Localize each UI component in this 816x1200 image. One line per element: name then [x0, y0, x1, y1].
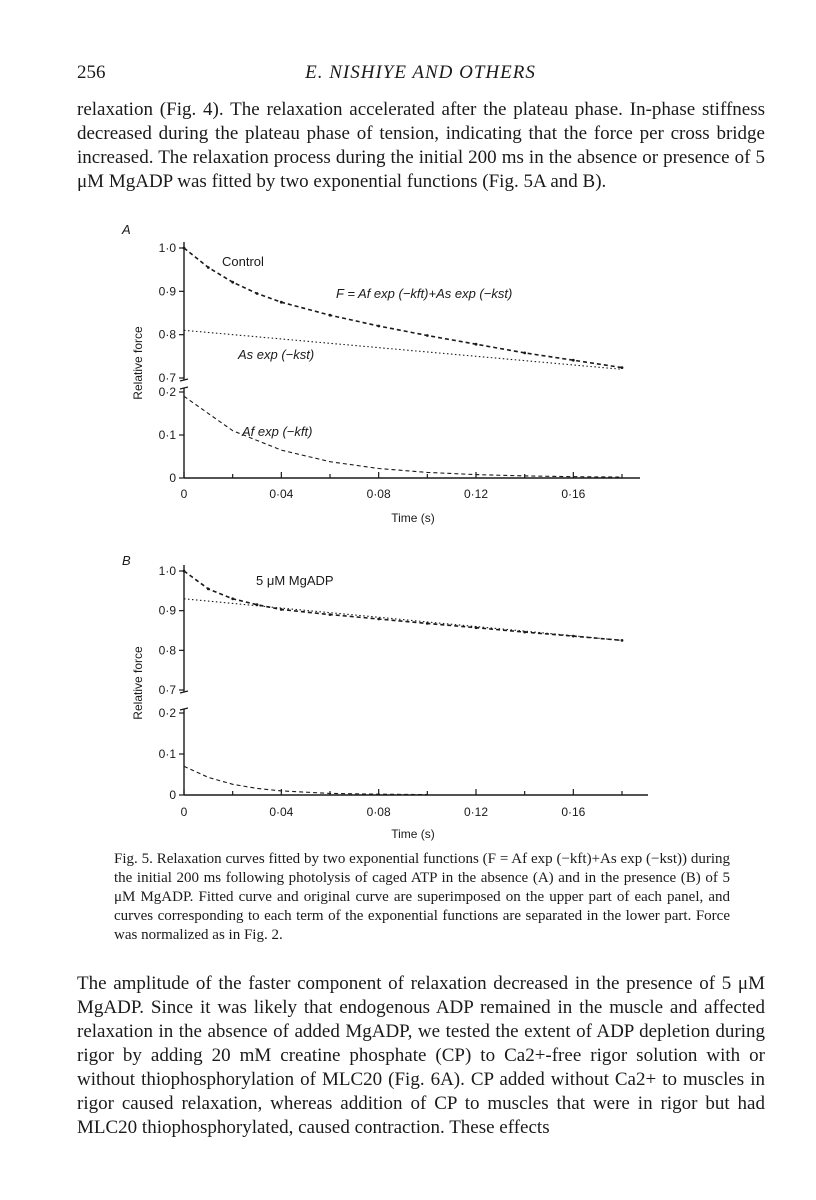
x-tick-label: 0·16 — [561, 805, 586, 819]
y-tick-label: 0·1 — [158, 428, 176, 442]
x-tick-label: 0·08 — [366, 805, 391, 819]
y-tick-label: 0·2 — [158, 385, 176, 399]
y-tick-label: 0·8 — [158, 643, 176, 658]
y-tick-label: 0·2 — [158, 706, 176, 720]
y-tick-label: 1·0 — [158, 564, 176, 578]
chart-annotation: Af exp (−kft) — [242, 424, 313, 439]
axis-break-lower — [180, 708, 188, 710]
data-point — [280, 608, 283, 611]
body-paragraph-bottom: The amplitude of the faster component of relaxation decreased in the presence of 5 μM MgADP. Since it was likely that endogenous ADP remained in the muscle and affected relaxation in the absence of added MgADP, we tested the extent of ADP depletion during rigor by adding 20 mM creatine phosphate (CP) to Ca2+-free rigor solution with or without thiophosphorylation of MLC20 (Fig. 6A). CP added without Ca2+ to muscles in rigor caused relaxation, whereas addition of CP to muscles that were in rigor but had MLC20 thiophosphorylated, caused contraction. These effects — [77, 973, 765, 1138]
chart-annotation: Control — [222, 254, 264, 269]
series-line — [184, 766, 427, 794]
running-head: E. NISHIYE AND OTHERS — [305, 62, 536, 83]
y-tick-label: 0·9 — [158, 603, 176, 618]
y-tick-label: 0 — [169, 788, 176, 802]
x-tick-label: 0·16 — [561, 487, 586, 501]
series-line — [184, 599, 622, 641]
x-tick-label: 0 — [180, 487, 188, 501]
y-axis-label: Relative force — [131, 646, 145, 720]
page-number: 256 — [77, 62, 106, 83]
y-tick-label: 1·0 — [158, 241, 176, 255]
x-tick-label: 0 — [180, 805, 188, 819]
data-point — [207, 588, 210, 591]
y-tick-label: 0·7 — [158, 371, 176, 385]
y-tick-label: 0 — [169, 471, 176, 485]
data-point — [329, 613, 332, 616]
panel-letter-b: B — [122, 553, 131, 568]
chart-annotation: F = Af exp (−kft)+As exp (−kst) — [336, 286, 513, 301]
y-tick-label: 0·1 — [158, 747, 176, 761]
body-paragraph-top: relaxation (Fig. 4). The relaxation accelerated after the plateau phase. In-phase stiffness decreased during the plateau phase of tension, indicating that the force per cross bridge increased. The relaxation process during the initial 200 ms in the absence or presence of 5 μM MgADP was fitted by two exponential functions (Fig. 5A and B). — [77, 99, 765, 192]
figure-caption: Fig. 5. Relaxation curves fitted by two exponential functions (F = Af exp (−kft)+As exp (−kst)) during the initial 200 ms following photolysis of caged ATP in the absence (A) and in the presence (B) of 5 μM MgADP. Fitted curve and original curve are superimposed on the upper part of each panel, and curves corresponding to each term of the exponential functions are separated in the lower part. Force was normalized as in Fig. 2. — [114, 851, 730, 943]
y-tick-label: 0·8 — [158, 327, 176, 342]
x-axis-label: Time (s) — [391, 511, 435, 525]
data-point — [231, 597, 234, 600]
y-tick-label: 0·9 — [158, 284, 176, 299]
data-point — [377, 618, 380, 621]
chart-annotation: As exp (−kst) — [238, 347, 315, 362]
data-point — [183, 570, 186, 573]
x-tick-label: 0·04 — [269, 487, 294, 501]
x-tick-label: 0·04 — [269, 805, 294, 819]
x-tick-label: 0·12 — [463, 487, 489, 501]
panel-letter-a: A — [122, 222, 131, 237]
x-tick-label: 0·08 — [366, 487, 391, 501]
x-axis-label: Time (s) — [391, 827, 435, 841]
x-tick-label: 0·12 — [463, 805, 489, 819]
y-tick-label: 0·7 — [158, 683, 176, 697]
data-point — [621, 639, 624, 642]
axis-break-upper — [180, 691, 188, 693]
y-axis-label: Relative force — [131, 326, 145, 400]
chart-annotation: 5 μM MgADP — [256, 573, 334, 588]
series-line — [184, 571, 622, 640]
